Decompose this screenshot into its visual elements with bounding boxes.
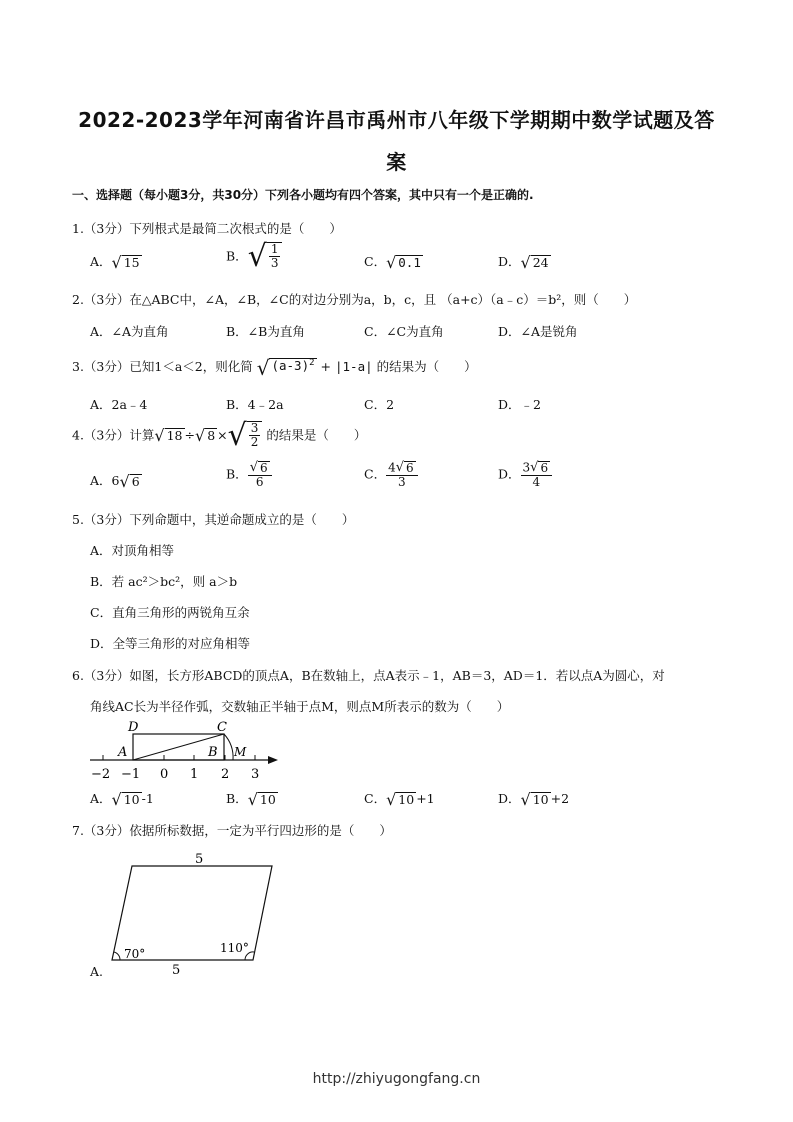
q5-stem: 5.（3分）下列命题中，其逆命题成立的是（ ） bbox=[72, 512, 355, 527]
section-heading: 一、选择题（每小题3分，共30分）下列各小题均有四个答案，其中只有一个是正确的. bbox=[72, 188, 534, 202]
q7-option-a-label: A. bbox=[90, 964, 104, 979]
tick-label: 1 bbox=[190, 767, 199, 782]
fig-label-d: D bbox=[128, 720, 139, 735]
q5-option-b: B．若 ac²＞bc²，则 a＞b bbox=[90, 574, 238, 589]
fig-label-a: A bbox=[118, 745, 128, 760]
q3-option-b: B．4﹣2a bbox=[226, 397, 284, 412]
q1-option-d: D． √ 24 bbox=[498, 252, 549, 272]
q6-option-a: A． √ 10 -1 bbox=[90, 789, 154, 809]
q4-option-b: B． √ 6 6 bbox=[226, 461, 272, 489]
fig-label-bottom: 5 bbox=[172, 963, 181, 978]
q6-stem-line2: 角线AC长为半径作弧，交数轴正半轴于点M，则点M所表示的数为（ ） bbox=[90, 699, 510, 714]
q6-option-d: D． √ 10 +2 bbox=[498, 789, 570, 809]
q1-option-b: B． √ $\frac{1}{3}$ bbox=[226, 242, 282, 272]
q4-stem: 4.（3分）计算 √ 18 ÷ √ 8 × √ $\frac{3}{2}$ 的结果是（ ） bbox=[72, 418, 367, 453]
page-title-line1: 2022-2023学年河南省许昌市禹州市八年级下学期期中数学试题及答 bbox=[78, 108, 715, 132]
q5-option-d: D．全等三角形的对应角相等 bbox=[90, 636, 251, 651]
q1-stem: 1.（3分）下列根式是最简二次根式的是（ ） bbox=[72, 221, 342, 236]
fig-angle-right: 110° bbox=[220, 941, 249, 955]
q2-option-a: A．∠A为直角 bbox=[90, 324, 169, 339]
tick-label: 0 bbox=[160, 767, 169, 782]
q3-option-c: C．2 bbox=[364, 397, 395, 412]
q3-option-a: A．2a﹣4 bbox=[90, 397, 148, 412]
q7-parallelogram-figure bbox=[108, 848, 283, 978]
tick-label: 2 bbox=[221, 767, 230, 782]
q5-option-c: C．直角三角形的两锐角互余 bbox=[90, 605, 250, 620]
q1-option-a: A． √ 15 bbox=[90, 252, 140, 272]
q6-number-line-figure bbox=[86, 717, 286, 783]
q6-option-c: C． √ 10 +1 bbox=[364, 789, 435, 809]
fig-label-b: B bbox=[208, 745, 218, 760]
q6-option-b: B． √ 10 bbox=[226, 789, 276, 809]
fig-label-c: C bbox=[217, 720, 227, 735]
q4-option-c: C． 4 √ 6 3 bbox=[364, 461, 418, 489]
q5-option-a: A．对顶角相等 bbox=[90, 543, 175, 558]
tick-label: −2 bbox=[91, 767, 111, 782]
q2-stem: 2.（3分）在△ABC中，∠A，∠B，∠C的对边分别为a，b，c，且 （a+c）（a﹣c）＝b²，则（ ） bbox=[72, 292, 637, 307]
q2-option-d: D．∠A是锐角 bbox=[498, 324, 578, 339]
q3-stem: 3.（3分）已知1＜a＜2，则化简 √ $(a-3)^2$ + |1-a| 的结果为（ ） bbox=[72, 355, 477, 380]
q7-stem: 7.（3分）依据所标数据，一定为平行四边形的是（ ） bbox=[72, 823, 392, 838]
q2-option-c: C．∠C为直角 bbox=[364, 324, 444, 339]
q3-option-d: D．﹣2 bbox=[498, 397, 541, 412]
q2-option-b: B．∠B为直角 bbox=[226, 324, 305, 339]
q4-option-d: D． 3 √ 6 4 bbox=[498, 461, 552, 489]
q4-option-a: A．6 √ 6 bbox=[90, 471, 140, 491]
footer-url: http://zhiyugongfang.cn bbox=[312, 1071, 481, 1087]
fig-label-m: M bbox=[234, 745, 247, 759]
page-title-line2: 案 bbox=[386, 150, 407, 174]
fig-label-top: 5 bbox=[195, 852, 204, 867]
q1-option-c: C． √ 0.1 bbox=[364, 252, 421, 272]
q6-stem-line1: 6.（3分）如图，长方形ABCD的顶点A，B在数轴上，点A表示﹣1，AB＝3，AD＝1．若以点A为圆心，对 bbox=[72, 668, 665, 683]
fig-angle-left: 70° bbox=[124, 947, 146, 961]
tick-label: 3 bbox=[251, 767, 260, 782]
tick-label: −1 bbox=[121, 767, 141, 782]
